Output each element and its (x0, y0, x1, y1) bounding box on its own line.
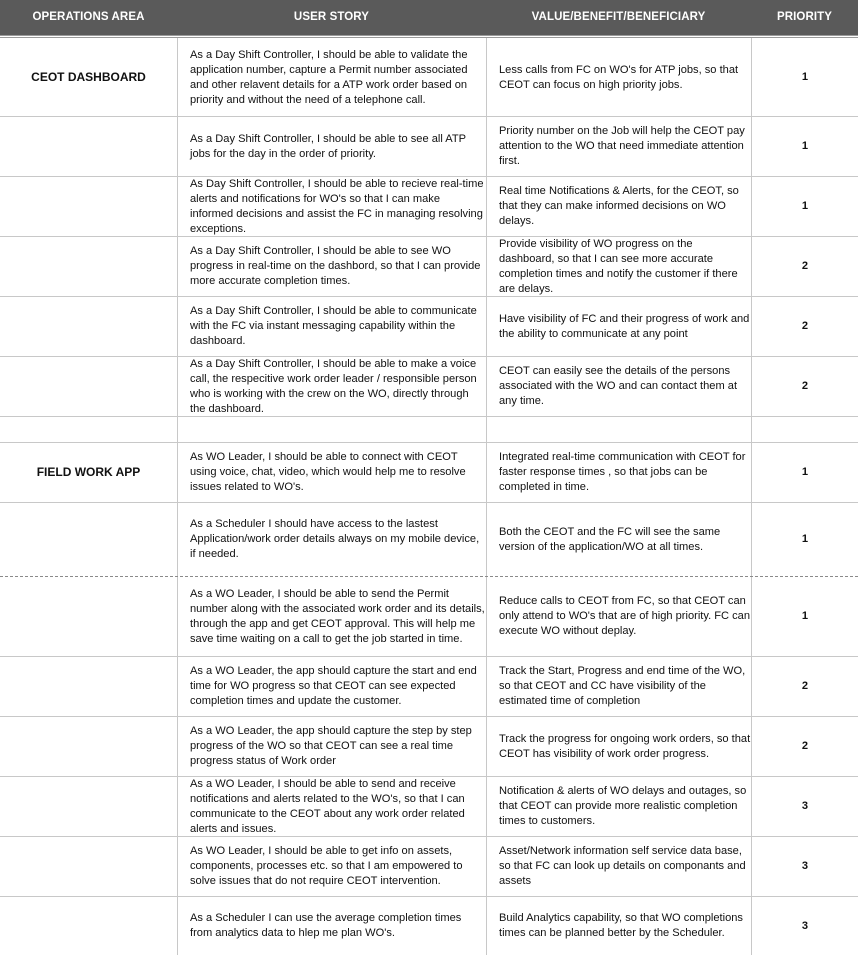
user-story-cell: As a Day Shift Controller, I should be able to communicate with the FC via instant messaging capability within the dashboard. (190, 305, 477, 347)
operations-area-cell (0, 897, 177, 955)
operations-area-cell (0, 717, 177, 776)
operations-area-cell (0, 657, 177, 716)
user-story-cell: As a Day Shift Controller, I should be able to make a voice call, the respecitive work order leader / responsible person who is working with the crew on the WO, directly through the dashboard. (190, 357, 477, 415)
value-benefit-cell: Build Analytics capability, so that WO completions times can be planned better by the Scheduler. (499, 912, 743, 939)
operations-area-cell (0, 577, 177, 656)
value-benefit-cell: Have visibility of FC and their progress of work and the ability to communicate at any point (499, 312, 750, 340)
value-benefit-cell: Real time Notifications & Alerts, for the CEOT, so that they can make informed decisions on WO delays. (499, 185, 739, 227)
operations-area-cell (0, 417, 177, 442)
header-divider (0, 35, 858, 38)
priority-cell: 1 (801, 466, 809, 478)
user-story-cell: As a WO Leader, I should be able to send and receive notifications and alerts related to the WO's, so that I can communicate to the CEOT about any work order related alerts and issues. (190, 777, 465, 835)
value-benefit-cell: Provide visibility of WO progress on the dashboard, so that I can see more accurate completion times and notify the customer if there are delays. (499, 237, 738, 295)
operations-area-cell (0, 297, 177, 356)
value-benefit-cell: Reduce calls to CEOT from FC, so that CEOT can only attend to WO's that are of high priority. FC can execute WO without deplay. (499, 595, 751, 637)
operations-area-cell: FIELD WORK APP (36, 465, 141, 479)
header-operations-area: OPERATIONS AREA (32, 11, 145, 23)
operations-area-cell (0, 777, 177, 836)
value-benefit-cell: Both the CEOT and the FC will see the same version of the application/WO at all times. (499, 525, 721, 553)
priority-cell: 1 (801, 140, 809, 152)
user-story-cell: As a Scheduler I should have access to the lastest Application/work order details always on my mobile device, if needed. (190, 518, 480, 560)
priority-cell: 1 (801, 610, 809, 622)
header-value-benefit: VALUE/BENEFIT/BENEFICIARY (531, 11, 706, 23)
user-story-cell: As WO Leader, I should be able to get info on assets, components, processes etc. so that I am empowered to solve issues that do not require CEOT intervention. (190, 845, 463, 887)
user-story-cell: As a WO Leader, I should be able to send the Permit number along with the associated work order and its details, through the app and get CEOT approval. This will help me save time waiting on a call to get the job started in time. (190, 587, 485, 645)
user-story-cell: As WO Leader, I should be able to connect with CEOT using voice, chat, video, which would help me to resolve issues related to WO's. (190, 451, 466, 493)
operations-area-cell (0, 357, 177, 416)
value-benefit-cell: Notification & alerts of WO delays and outages, so that CEOT can provide more realistic completion times to customers. (499, 785, 747, 827)
user-story-cell: As Day Shift Controller, I should be able to recieve real-time alerts and notifications for WO's so that I can make informed decisions and assist the FC in managing resolving exceptions. (190, 177, 484, 235)
priority-cell: 3 (801, 860, 809, 872)
priority-cell: 1 (801, 200, 809, 212)
priority-cell: 2 (801, 260, 809, 272)
priority-cell: 3 (801, 800, 809, 812)
user-story-cell: As a WO Leader, the app should capture the step by step progress of the WO so that CEOT can see a real time progress status of Work order (190, 725, 472, 767)
header-priority: PRIORITY (776, 11, 833, 23)
user-story-cell: As a WO Leader, the app should capture the start and end time for WO progress so that CEOT can see expected completion times and update the customer. (190, 665, 477, 707)
priority-cell: 2 (801, 320, 809, 332)
value-benefit-cell: Track the Start, Progress and end time of the WO, so that CEOT and CC have visibility of the estimated time of completion (499, 665, 746, 707)
value-benefit-cell: Less calls from FC on WO's for ATP jobs, so that CEOT can focus on high priority jobs. (499, 63, 739, 91)
priority-cell: 1 (801, 533, 809, 545)
priority-cell: 2 (801, 380, 809, 392)
operations-area-cell (0, 503, 177, 576)
priority-cell: 2 (801, 740, 809, 752)
value-benefit-cell: Priority number on the Job will help the CEOT pay attention to the WO that need immediate attention first. (499, 125, 745, 167)
user-story-cell: As a Day Shift Controller, I should be able to validate the application number, capture a Permit number associated and other relavent details for a ATP work order based on priority and without the need of a telephone call. (190, 48, 468, 106)
user-story-cell (190, 417, 485, 442)
priority-cell: 2 (801, 680, 809, 692)
value-benefit-cell: Asset/Network information self service data base, so that FC can look up details on componants and assets (499, 845, 746, 887)
value-benefit-cell (499, 417, 751, 442)
user-story-cell: As a Scheduler I can use the average completion times from analytics data to hlep me plan WO's. (190, 912, 462, 939)
value-benefit-cell: CEOT can easily see the details of the persons associated with the WO and can contact them at any time. (499, 365, 738, 407)
value-benefit-cell: Integrated real-time communication with CEOT for faster response times , so that jobs can be completed in time. (499, 451, 746, 493)
priority-cell: 3 (801, 919, 809, 932)
operations-area-cell (0, 237, 177, 296)
value-benefit-cell: Track the progress for ongoing work orders, so that CEOT has visibility of work order progress. (499, 732, 751, 760)
operations-area-cell (0, 177, 177, 236)
operations-area-cell (0, 117, 177, 176)
priority-cell: 1 (801, 71, 809, 83)
user-story-cell: As a Day Shift Controller, I should be able to see WO progress in real-time on the dashbord, so that I can provide more accurate completion times. (190, 245, 481, 287)
operations-area-cell (0, 837, 177, 896)
user-story-cell: As a Day Shift Controller, I should be able to see all ATP jobs for the day in the order of priority. (190, 132, 466, 160)
operations-area-cell: CEOT DASHBOARD (31, 70, 146, 84)
priority-cell (752, 417, 858, 442)
header-user-story: USER STORY (293, 11, 370, 23)
table-header (0, 0, 858, 35)
